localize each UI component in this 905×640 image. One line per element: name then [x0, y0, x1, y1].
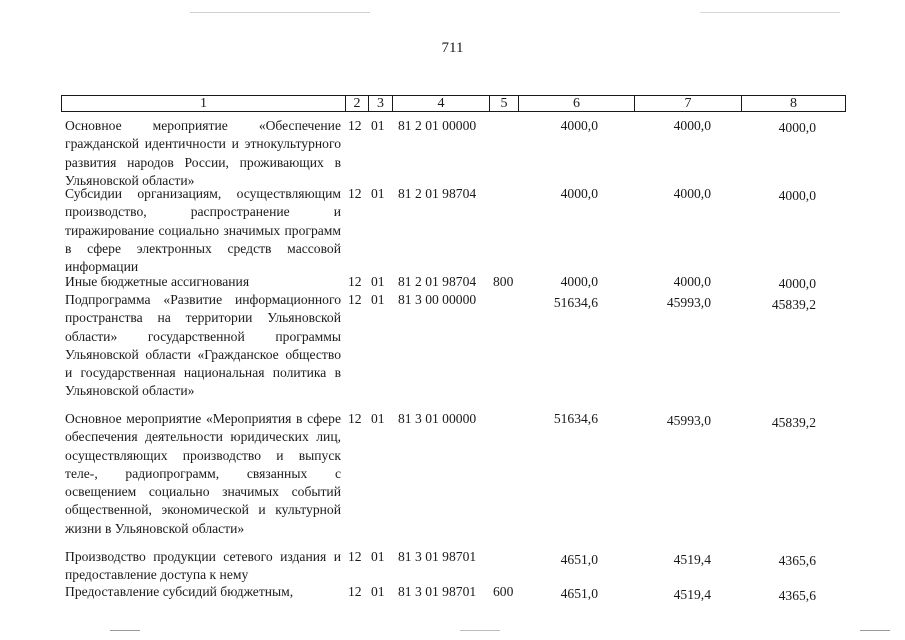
row-subsection: 01	[371, 584, 385, 599]
row-description: Основное мероприятие «Обеспечение гражданской идентичности и этнокультурного развития народов России, проживающих в Ульяновской области»	[65, 118, 341, 188]
row-target-code: 81 3 00 00000	[398, 292, 477, 307]
row-target-code: 81 2 01 98704	[398, 186, 477, 201]
header-col-4: 4	[392, 96, 489, 111]
header-col-2: 2	[345, 96, 368, 111]
row-amount-6: 4000,0	[560, 274, 598, 289]
row-target-code: 81 3 01 98701	[398, 584, 477, 599]
row-description: Субсидии организациям, осуществляющим производство, распространение и тиражирование социально значимых программ в сфере электронных средств массовой информации	[65, 186, 341, 275]
row-description: Предоставление субсидий бюджетным,	[65, 584, 294, 599]
header-col-3: 3	[368, 96, 392, 111]
table-header	[61, 95, 846, 112]
row-amount-6: 4651,0	[560, 552, 598, 567]
row-subsection: 01	[371, 411, 385, 426]
row-section: 12	[348, 186, 362, 201]
row-amount-7: 4519,4	[673, 552, 711, 567]
row-amount-6: 51634,6	[553, 411, 598, 426]
row-subsection: 01	[371, 186, 385, 201]
scan-speck	[860, 630, 890, 631]
row-subsection: 01	[371, 274, 385, 289]
header-col-1: 1	[200, 96, 207, 111]
row-subsection: 01	[371, 549, 385, 564]
row-expense-type: 600	[493, 584, 514, 599]
row-amount-8: 4000,0	[778, 120, 816, 135]
row-target-code: 81 2 01 98704	[398, 274, 477, 289]
row-section: 12	[348, 292, 362, 307]
row-amount-7: 4000,0	[673, 274, 711, 289]
row-target-code: 81 3 01 00000	[398, 411, 477, 426]
row-amount-8: 4000,0	[778, 188, 816, 203]
row-description: Основное мероприятие «Мероприятия в сфере обеспечения деятельности юридических лиц, осуществляющих производство и выпуск теле-, радиопрограмм, связанных с освещением социально значимых событий общественной, экономической и культурной жизни в Ульяновской области»	[65, 411, 341, 536]
row-description: Иные бюджетные ассигнования	[65, 274, 250, 289]
scan-speck	[700, 12, 840, 13]
row-amount-8: 45839,2	[771, 415, 816, 430]
row-section: 12	[348, 549, 362, 564]
scan-speck	[460, 630, 500, 631]
row-description: Производство продукции сетевого издания и предоставление доступа к нему	[65, 549, 341, 583]
row-description: Подпрограмма «Развитие информационного пространства на территории Ульяновской области» государственной программы Ульяновской области «Гражданское общество и государственная национальная политика в Ульяновской области»	[65, 292, 341, 399]
header-col-5: 5	[489, 96, 518, 111]
row-section: 12	[348, 584, 362, 599]
header-col-6: 6	[518, 96, 634, 111]
page-number: 711	[441, 40, 464, 56]
row-amount-8: 4365,6	[778, 588, 816, 603]
row-subsection: 01	[371, 118, 385, 133]
row-amount-7: 45993,0	[666, 413, 711, 428]
row-amount-8: 45839,2	[771, 297, 816, 312]
header-col-7: 7	[634, 96, 741, 111]
row-amount-7: 45993,0	[666, 295, 711, 310]
row-target-code: 81 3 01 98701	[398, 549, 477, 564]
row-expense-type: 800	[493, 274, 514, 289]
row-section: 12	[348, 411, 362, 426]
row-target-code: 81 2 01 00000	[398, 118, 477, 133]
row-amount-7: 4000,0	[673, 118, 711, 133]
row-section: 12	[348, 274, 362, 289]
row-amount-6: 4000,0	[560, 118, 598, 133]
row-amount-6: 51634,6	[553, 295, 598, 310]
row-amount-7: 4519,4	[673, 587, 711, 602]
row-amount-8: 4000,0	[778, 276, 816, 291]
row-amount-8: 4365,6	[778, 553, 816, 568]
row-amount-6: 4651,0	[560, 586, 598, 601]
header-col-8: 8	[741, 96, 845, 111]
row-subsection: 01	[371, 292, 385, 307]
row-section: 12	[348, 118, 362, 133]
scan-speck	[110, 630, 140, 631]
row-amount-7: 4000,0	[673, 186, 711, 201]
scan-speck	[190, 12, 370, 13]
row-amount-6: 4000,0	[560, 186, 598, 201]
